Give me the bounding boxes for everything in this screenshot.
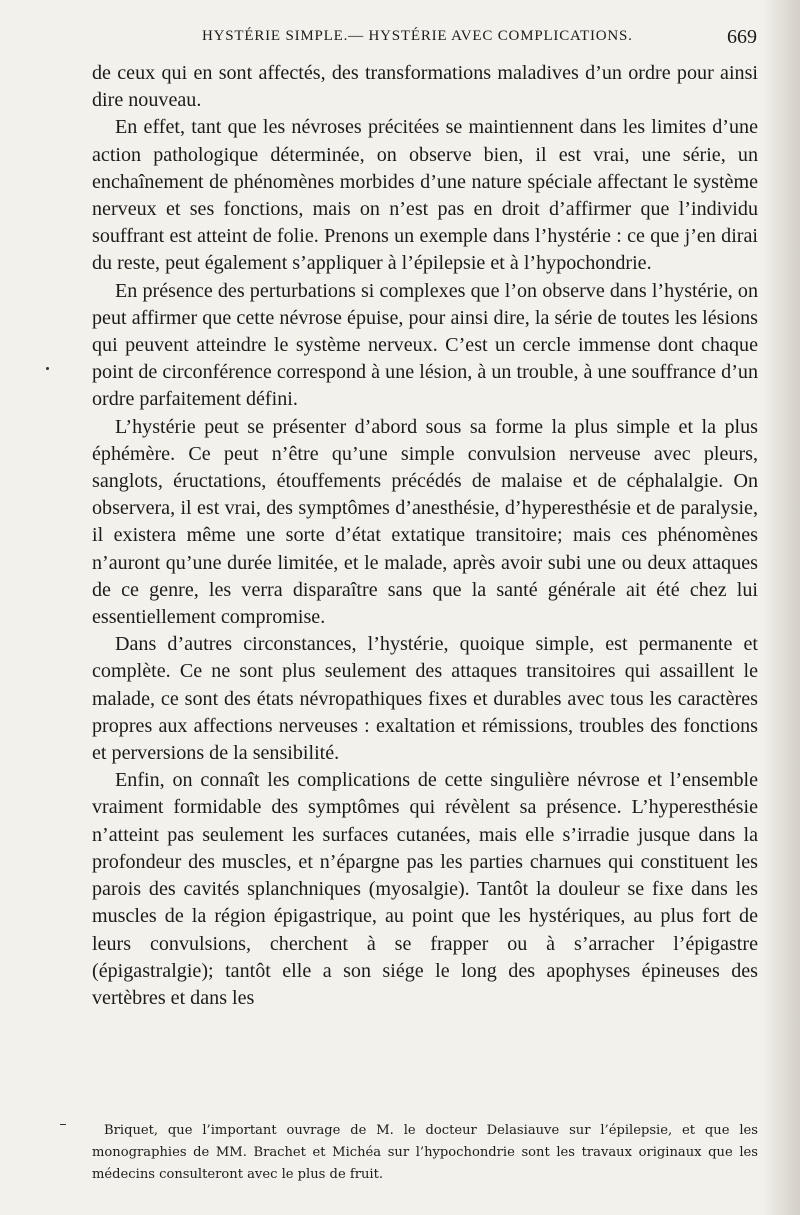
body-text [92, 60, 758, 1012]
running-title: HYSTÉRIE SIMPLE.— HYSTÉRIE AVEC COMPLICATIONS. [202, 28, 633, 44]
page-number: 669 [727, 26, 757, 48]
footnote [92, 1120, 758, 1186]
page-edge-shadow [762, 0, 800, 1215]
footnote-text: Briquet, que l’important ouvrage de M. le docteur Delasiauve sur l’épilepsie, et que les monographies de MM. Brachet et Michéa sur l’hypochondrie sont les travaux originaux que les médecins consulteront avec le plus de fruit. [92, 1123, 758, 1182]
ink-mark [60, 1124, 66, 1125]
paragraph: Dans d’autres circonstances, l’hystérie, quoique simple, est permanente et complète. Ce ne sont plus seulement des attaques transitoires qui assaillent le malade, ce sont des états névropathiques fixes et durables avec tous les caractères propres aux affections nerveuses : exaltation et rémissions, troubles des fonctions et perversions de la sensibilité. [92, 633, 758, 765]
paragraph: Enfin, on connaît les complications de cette singulière névrose et l’ensemble vraiment formidable des symptômes qui révèlent sa présence. L’hyperesthésie n’atteint pas seulement les surfaces cutanées, mais elle s’irradie jusque dans la profondeur des muscles, et n’épargne pas les parties charnues qui constituent les parois des cavités splanchniques (myosalgie). Tantôt la douleur se fixe dans les muscles de la région épigastrique, au point que les hystériques, au plus fort de leurs convulsions, cherchent à se frapper ou à s’arracher l’épigastre (épigastralgie); tantôt elle a son siége le long des apophyses épineuses des vertèbres et dans les [92, 769, 758, 1009]
paragraph-continuation: de ceux qui en sont affectés, des transformations maladives d’un ordre pour ainsi dire nouveau. [92, 62, 758, 112]
running-head [92, 28, 757, 58]
paragraph: L’hystérie peut se présenter d’abord sous sa forme la plus simple et la plus éphémère. Ce peut n’être qu’une simple convulsion nerveuse avec pleurs, sanglots, éructations, étouffements précédés de malaise et de céphalalgie. On observera, il est vrai, des symptômes d’anesthésie, d’hyperesthésie et de paralysie, il existera même une sorte d’état extatique transitoire; mais ces phénomènes n’auront qu’une durée limitée, et le malade, après avoir subi une ou deux attaques de ce genre, les verra disparaître sans que la santé générale ait été chez lui essentiellement compromise. [92, 415, 758, 629]
paragraph: En présence des perturbations si complexes que l’on observe dans l’hystérie, on peut affirmer que cette névrose épuise, pour ainsi dire, la série de toutes les lésions qui peuvent atteindre le système nerveux. C’est un cercle immense dont chaque point de circonférence correspond à une lésion, à un trouble, à une souffrance d’un ordre parfaitement défini. [92, 279, 758, 411]
ink-speck [46, 367, 49, 370]
paragraph: En effet, tant que les névroses précitées se maintiennent dans les limites d’une action pathologique déterminée, on observe bien, il est vrai, une série, un enchaînement de phénomènes morbides d’une nature spéciale affectant le système nerveux et ses fonctions, mais on n’est pas en droit d’affirmer que l’individu souffrant est atteint de folie. Prenons un exemple dans l’hystérie : ce que j’en dirai du reste, peut également s’appliquer à l’épilepsie et à l’hypochondrie. [92, 116, 758, 275]
